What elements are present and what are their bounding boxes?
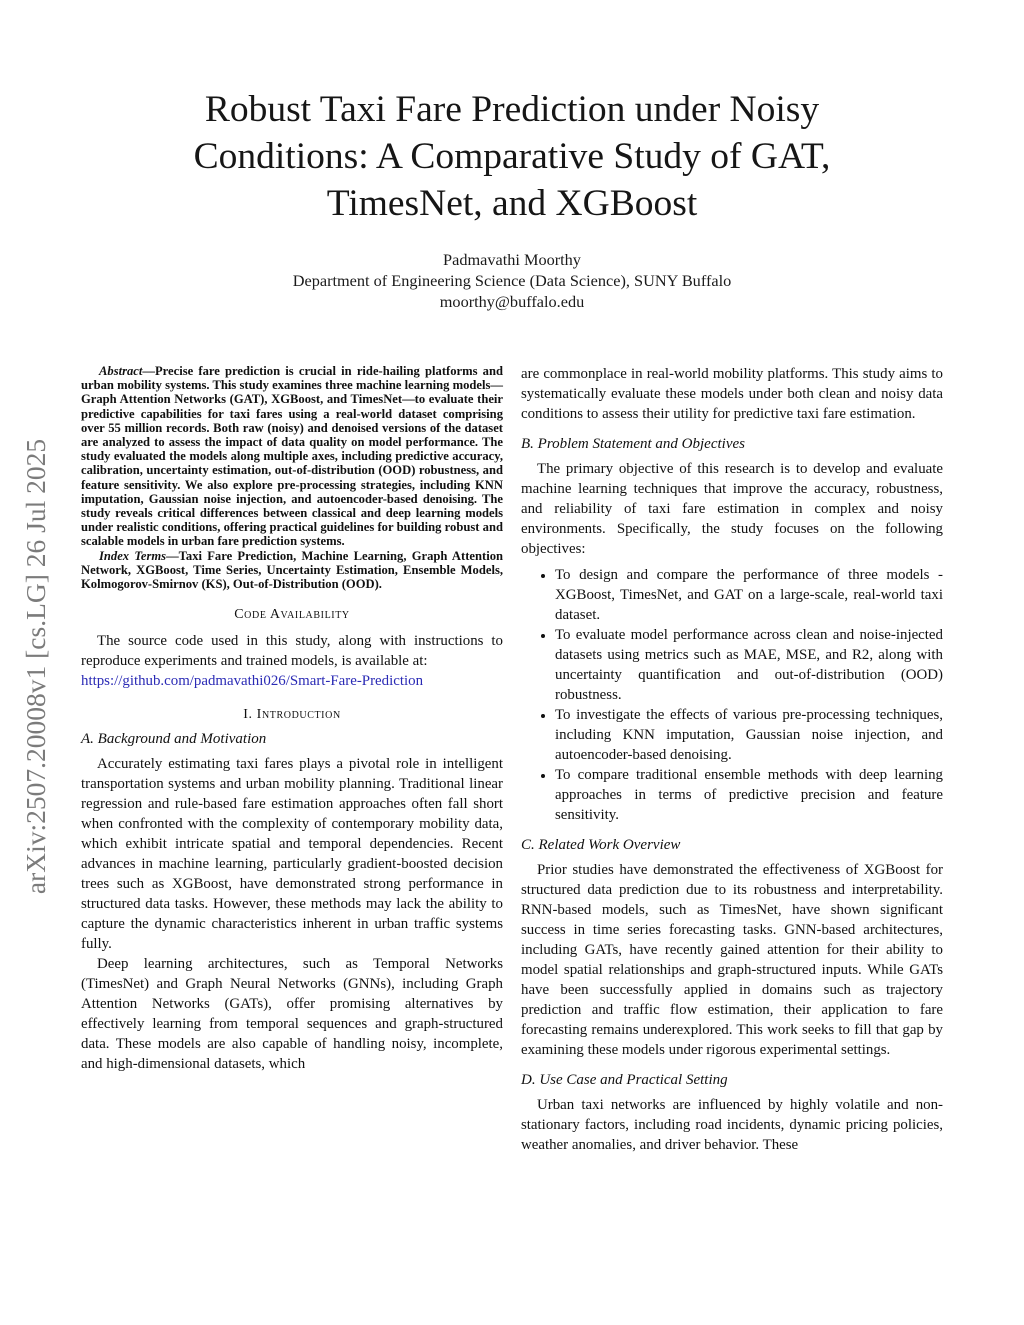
author-affiliation: Department of Engineering Science (Data Science), SUNY Buffalo [292,271,732,290]
title-line: TimesNet, and XGBoost [326,183,698,224]
paper-title [120,86,904,227]
objectives-list [521,565,943,825]
background-paragraph-1: Accurately estimating taxi fares plays a pivotal role in intelligent transportation systems and urban mobility planning. Traditional linear regression and rule-based fare estimation approaches often fall short when confronted with the complexity of contemporary mobility data, which exhibit intricate spatial and temporal dependencies. Recent advances in machine learning, particularly gradient-boosted decision trees such as XGBoost, have demonstrated strong performance in structured data tasks. However, these methods may lack the ability to capture the dynamic characteristics inherent in urban traffic systems fully. [81,756,503,953]
abstract: Abstract—Precise fare prediction is crucial in ride-hailing platforms and urban mobility systems. This study examines three machine learning models—Graph Attention Networks (GAT), XGBoost, and TimesNet—to evaluate their predictive capabilities for taxi fares using a real-world dataset comprising over 55 million records. Both raw (noisy) and denoised versions of the dataset are analyzed to assess the impact of data quality on model performance. The study evaluated the models along multiple axes, including predictive accuracy, calibration, uncertainty estimation, out-of-distribution (OOD) robustness, and feature sensitivity. We also explore pre-processing strategies, including KNN imputation, Gaussian noise injection, and autoencoder-based denoising. The study reveals critical differences between classical and deep learning models under realistic conditions, offering practical guidelines for building robust and scalable models in urban fare prediction systems. [81,364,503,549]
background-paragraph-2: Deep learning architectures, such as Temporal Networks (TimesNet) and Graph Neural Networks (GNNs), including Graph Attention Networks (GATs), offer promising alternatives by effectively learning from temporal sequences and graph-structured data. These models are also capable of handling noisy, incomplete, and high-dimensional datasets, which [81,956,503,1073]
right-column [521,364,943,1155]
list-item: • To investigate the effects of various pre-processing techniques, including KNN imputation, Gaussian noise injection, and autoencoder-based denoising. [555,705,943,765]
arxiv-identifier: arXiv:2507.20008v1 [cs.LG] 26 Jul 2025 [20,438,51,895]
author-name: Padmavathi Moorthy [443,250,581,269]
related-work-paragraph: Prior studies have demonstrated the effectiveness of XGBoost for structured data prediction due to its robustness and interpretability. RNN-based models, such as TimesNet, have shown significant success in time series forecasting tasks. GNN-based architectures, including GATs, have recently gained attention for their ability to model spatial relationships and graph-structured inputs. While GATs have been successfully applied in domains such as trajectory prediction and traffic flow estimation, their application to fare forecasting remains underexplored. This work seeks to fill that gap by examining these models under rigorous experimental settings. [521,862,943,1058]
background-heading: A. Background and Motivation [81,731,267,748]
code-availability-text: The source code used in this study, along with instructions to reproduce experiments and trained models, is available at: https://github.com/padmavathi026/Smart-Fare-Prediction [81,633,503,690]
code-availability-heading: Code Availability [234,607,350,623]
abstract-text: Precise fare prediction is crucial in ride-hailing platforms and urban mobility systems. This study examines three machine learning models—Graph Attention Networks (GAT), XGBoost, and TimesNet—to evaluate their predictive capabilities for taxi fares using a real-world dataset comprising over 55 million records. Both raw (noisy) and denoised versions of the dataset are analyzed to assess the impact of data quality on model performance. The study evaluated the models along multiple axes, including predictive accuracy, calibration, uncertainty estimation, out-of-distribution (OOD) robustness, and feature sensitivity. We also explore pre-processing strategies, including KNN imputation, Gaussian noise injection, and autoencoder-based denoising. The study reveals critical differences between classical and deep learning models under realistic conditions, offering practical guidelines for building robust and scalable models in urban fare prediction systems. [81,364,503,549]
index-terms-text: Taxi Fare Prediction, Machine Learning, Graph Attention Network, XGBoost, Time Series, Uncertainty Estimation, Ensemble Models, Kolmogorov-Smirnov (KS), Out-of-Distribution (OOD). [81,548,504,592]
index-terms: Index Terms—Taxi Fare Prediction, Machine Learning, Graph Attention Network, XGBoost, Time Series, Uncertainty Estimation, Ensemble Models, Kolmogorov-Smirnov (KS), Out-of-Distribution (OOD). [81,548,504,592]
abstract-label: Abstract [99,364,143,378]
problem-paragraph: The primary objective of this research is to develop and evaluate machine learning techniques that improve the accuracy, robustness, and reliability of taxi fare estimation in complex and noisy environments. Specifically, the study focuses on the following objectives: [521,461,943,557]
list-item: • To design and compare the performance of three models - XGBoost, TimesNet, and GAT on a large-scale, real-world taxi dataset. [555,565,943,625]
author-block [150,249,874,312]
index-terms-label: Index Terms [99,548,167,563]
background-paragraph-2-continued: are commonplace in real-world mobility platforms. This study aims to systematically evaluate these models under both clean and noisy data conditions to assess their utility for predictive taxi fare estimation. [521,366,943,422]
use-case-heading: D. Use Case and Practical Setting [521,1072,728,1088]
github-link[interactable]: https://github.com/padmavathi026/Smart-Fare-Prediction [81,673,424,690]
title-line: Robust Taxi Fare Prediction under Noisy [204,89,820,130]
use-case-paragraph: Urban taxi networks are influenced by highly volatile and non-stationary factors, including road incidents, dynamic pricing policies, weather anomalies, and driver behavior. These [521,1097,943,1153]
list-item: • To compare traditional ensemble methods with deep learning approaches in terms of predictive precision and feature sensitivity. [555,765,943,825]
title-line: Conditions: A Comparative Study of GAT, [193,136,831,177]
author-email: moorthy@buffalo.edu [439,292,585,311]
introduction-heading: I. Introduction [243,707,341,723]
related-work-heading: C. Related Work Overview [521,837,681,853]
list-item: • To evaluate model performance across clean and noise-injected datasets using metrics such as MAE, MSE, and R2, along with uncertainty quantification and out-of-distribution (OOD) robustness. [555,625,943,705]
left-column [81,364,503,1074]
problem-heading: B. Problem Statement and Objectives [521,436,745,452]
